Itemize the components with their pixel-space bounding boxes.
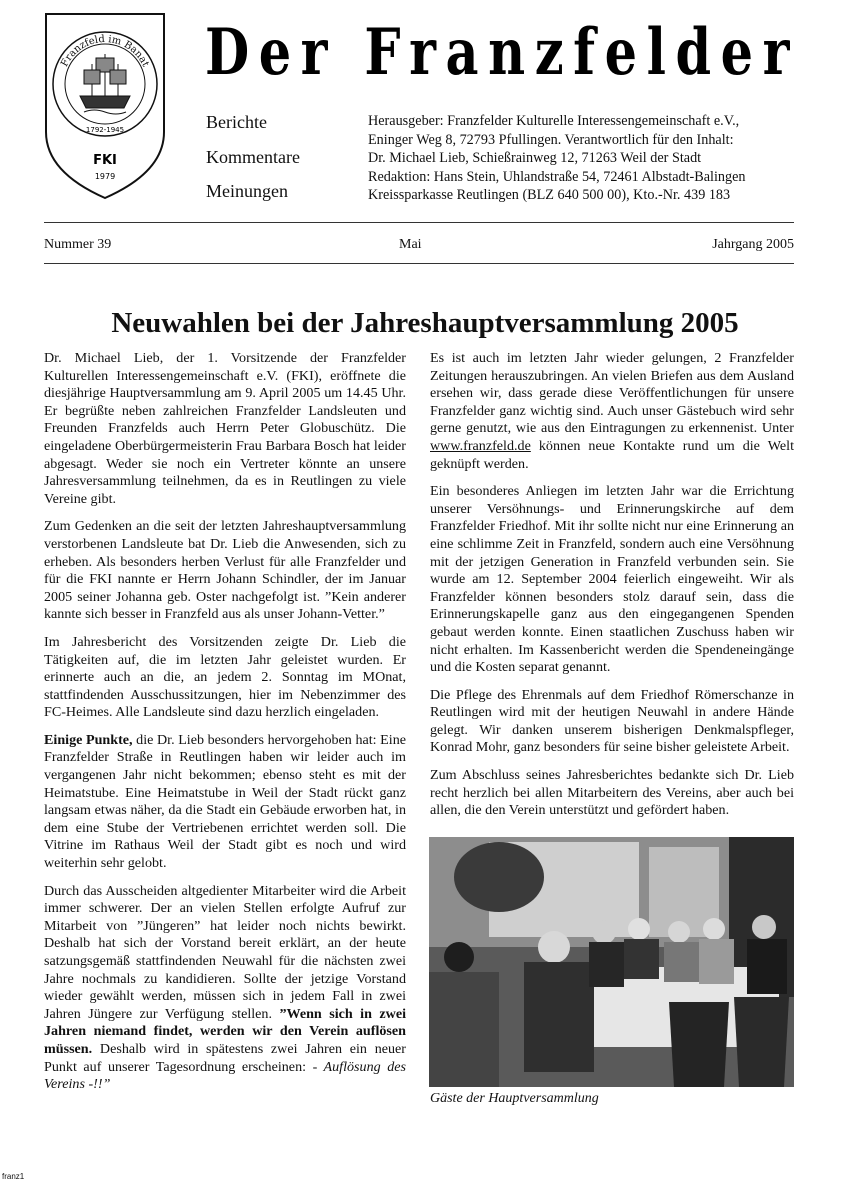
paragraph-lead: Einige Punkte,	[44, 731, 133, 748]
logo-years: 1792-1945	[85, 126, 125, 134]
issue-bar	[44, 222, 794, 264]
masthead-text: Der Franzfelder	[205, 15, 799, 90]
photo-guests	[429, 837, 794, 1087]
paragraph: Dr. Michael Lieb, der 1. Vorsitzende der Franzfelder Kulturellen Interessengemeinschaft e.V. (FKI), eröffnete die diesjährige Hauptversammlung am 9. April 2005 um 14.45 Uhr. Er begrüßte neben zahlreichen Franzfelder Landsleuten und Freunden Franzfelds auch Herrn Peter Globuschütz. Die eingeladene Oberbürgermeisterin Frau Barbara Bosch hat leider abgesagt. Weder sie noch ein Vertreter könnte an unsere Jahresversammlung teilnehmen, da es in Reutlingen zu viele Vereine gibt.	[44, 350, 406, 507]
paragraph: Zum Abschluss seines Jahresberichtes bedankte sich Dr. Lieb recht herzlich bei allen Mitarbeitern des Vereins, aber auch bei allen, die den Verein unterstützt und gefördert haben.	[430, 767, 794, 819]
emphasis: ”Wenn sich in zwei Jahren niemand findet, werden wir den Verein auflösen müssen.	[44, 1005, 406, 1057]
article-headline: Neuwahlen bei der Jahreshauptversammlung 2005	[111, 307, 739, 339]
paragraph: Im Jahresbericht des Vorsitzenden zeigte Dr. Lieb die Tätigkeiten auf, die im letzten Jahr geleistet wurden. Er erinnerte auch an die, an jedem 2. Sonntag im MOnat, stattfindenden Ausschussitzungen, hier im Nebenzimmer des FC-Heimes. Alle Landsleute sind dazu herzlich eingeladen.	[44, 633, 406, 721]
photo-caption: Gäste der Hauptversammlung	[430, 1091, 599, 1106]
nav-word-kommentare: Kommentare	[206, 147, 300, 167]
paragraph: Die Pflege des Ehrenmals auf dem Friedhof Römerschanze in Reutlingen wird mit der heutigen Neuwahl in andere Hände gelegt. Wir danken unserem bisherigen Denkmalspfleger, Konrad Mohr, ganz besonders für seine bisher geleistete Arbeit.	[430, 686, 794, 756]
emphasis-italic: - Auflösung des Vereins -!!”	[44, 1058, 406, 1093]
publisher-line: Eninger Weg 8, 72793 Pfullingen. Verantwortlich für den Inhalt:	[368, 131, 734, 148]
paragraph: Es ist auch im letzten Jahr wieder gelungen, 2 Franzfelder Zeitungen herauszubringen. An vielen Briefen aus dem Ausland ersehen wir, dass gerade diese Veröffentlichungen für unsere Franzfelder ganz wichtig sind. Auch unser Gästebuch wird sehr gerne genutzt, wie aus den Eintragungen zu erkennenist. Unter www.franzfeld.de können neue Kontakte rund um die Welt geknüpft werden.	[430, 350, 794, 472]
paragraph: Zum Gedenken an die seit der letzten Jahreshauptversammlung verstorbenen Landsleute bat Dr. Lieb die Anwesenden, sich zu erheben. Als besonders herben Verlust für alle Franzfelder und für die FKI nannte er Herrn Johann Schindler, der im Januar 2005 seiner Johanna geb. Oster nachgefolgt ist. ”Kein anderer kannte sich besser in Franzfeld aus als unser Johann-Vetter.”	[44, 518, 406, 623]
publisher-line: Redaktion: Hans Stein, Uhlandstraße 54, 72461 Albstadt-Balingen	[368, 168, 746, 185]
publisher-line: Kreissparkasse Reutlingen (BLZ 640 500 00), Kto.-Nr. 439 183	[368, 187, 731, 203]
logo-org: FKI	[93, 153, 117, 168]
article-column-right	[430, 350, 794, 830]
article-column-left	[44, 350, 406, 1104]
page-label: franz1	[2, 1172, 25, 1181]
paragraph: Durch das Ausscheiden altgedienter Mitarbeiter wird die Arbeit immer schwerer. Der an vielen Stellen erfolgte Aufruf zur Mitarbeit von ”Jüngeren” hat leider noch nichts bewirkt. Deshalb hat sich der Vorstand bereit erklärt, an der heute satzungsgemäß stattfindenden Neuwahl für die nächsten zwei Jahre nochmals zu kandidieren. Sollte der jetzige Vorstand wieder gewählt werden, müssen sich in jedem Fall in zwei Jahren Jüngere zur Verfügung stellen. ”Wenn sich in zwei Jahren niemand findet, werden wir den Verein auflösen müssen. Deshalb wird in spätestens zwei Jahren ein neuer Punkt auf unserer Tagesordnung erscheinen: - Auflösung des Vereins -!!”	[44, 882, 406, 1093]
issue-number: Nummer 39	[44, 237, 112, 252]
logo-ring-text: Franzfeld im Banat	[59, 33, 151, 69]
fki-logo	[44, 12, 166, 200]
publisher-line: Dr. Michael Lieb, Schießrainweg 12, 71263 Weil der Stadt	[368, 150, 702, 166]
nav-word-meinungen: Meinungen	[206, 181, 288, 201]
publisher-info	[368, 112, 793, 205]
logo-founded: 1979	[94, 172, 116, 181]
publisher-line: Herausgeber: Franzfelder Kulturelle Interessengemeinschaft e.V.,	[368, 113, 740, 129]
masthead-title	[205, 10, 805, 92]
paragraph: Ein besonderes Anliegen im letzten Jahr war die Errichtung unserer Versöhnungs- und Erinnerungskirche auf dem Franzfelder Friedhof. Mit ihr sollte nicht nur eine Erinnerung an eine schlimme Zeit in Franzfeld, sondern auch eine Versöhnung mit der jetzigen Generation in Franzfeld verbunden sein. Sie wurde am 12. September 2004 feierlich eingeweiht. Wir als Franzfelder können besonders stolz darauf sein, dass die Erinnerungskapelle ganz aus den eingegangenen Spenden gebaut werden konnte. Einen staatlichen Zuschuss haben wir nicht erhalten. Im Kassenbericht werden die Spendeneingänge und die Kosten separat genannt.	[430, 483, 794, 676]
paragraph: Einige Punkte, die Dr. Lieb besonders hervorgehoben hat: Eine Franzfelder Straße in Reutlingen haben wir leider auch im vergangenen Jahr nicht bekommen; ebenso steht es mit der Heimatstube. Eine Heimatstube in Weil der Stadt rückt ganz langsam etwas näher, da die Stadt ein Gebäude erworben hat, in dem eine Stube der Vertriebenen errichtet werden soll. Die Vitrine im Rathaus Weil der Stadt gibt es noch und wird weiterhin sehr gelobt.	[44, 731, 407, 872]
website-link[interactable]: www.franzfeld.de	[430, 437, 531, 454]
issue-month: Mai	[399, 237, 422, 252]
issue-volume: Jahrgang 2005	[712, 237, 794, 252]
nav-word-berichte: Berichte	[206, 112, 267, 132]
